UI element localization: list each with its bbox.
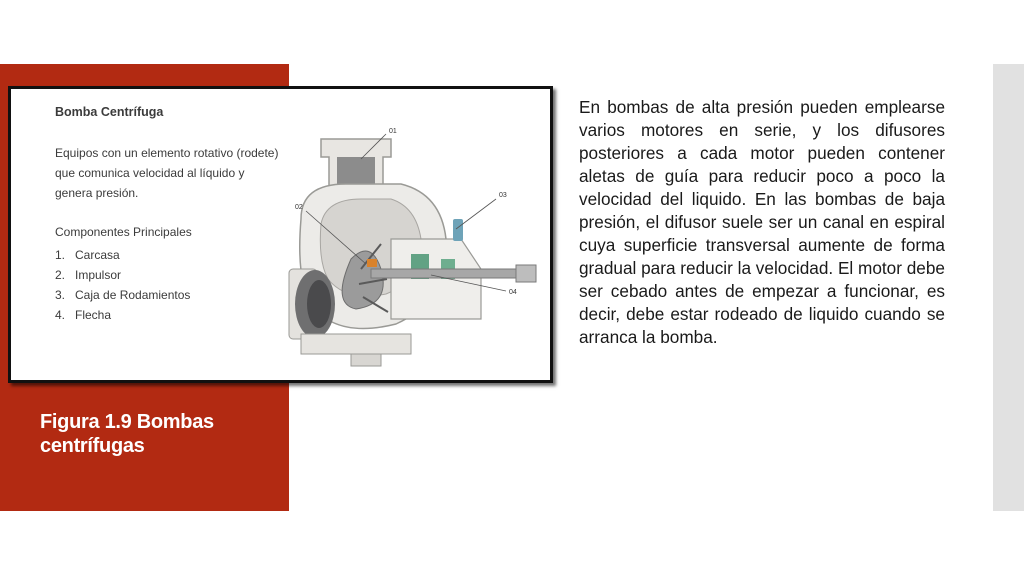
component-item: 4. Flecha — [55, 308, 112, 322]
components-title: Componentes Principales — [55, 225, 192, 239]
components-list — [55, 245, 190, 325]
component-item: 3. Caja de Rodamientos — [55, 288, 191, 302]
figure-title: Bomba Centrífuga — [55, 105, 164, 119]
centrifugal-pump-illustration — [281, 119, 541, 374]
figure-caption: Figura 1.9 Bombas centrífugas — [40, 411, 214, 457]
figure-description: Equipos con un elemento rotativo (rodete) que comunica velocidad al líquido y genera presión. — [55, 146, 279, 200]
body-paragraph: En bombas de alta presión pueden emplearse varios motores en serie, y los difusores posteriores a cada motor pueden contener aletas de guía para reducir poco a poco la velocidad del liquido. En las bombas de baja presión, el difusor suele ser un canal en espiral cuya superficie transversal aumente de forma gradual para reducir la velocidad. El motor debe ser cebado antes de empezar a funcionar, es decir, debe estar rodeado de liquido cuando se arranca la bomba. — [579, 97, 945, 347]
callout-01: 01 — [389, 128, 397, 135]
callout-03: 03 — [499, 192, 507, 199]
callout-02: 02 — [295, 204, 303, 211]
callout-04: 04 — [509, 289, 517, 296]
component-item: 2. Impulsor — [55, 268, 122, 282]
right-gray-strip — [993, 64, 1024, 511]
component-item: 1. Carcasa — [55, 248, 120, 262]
pump-figure — [8, 86, 553, 383]
